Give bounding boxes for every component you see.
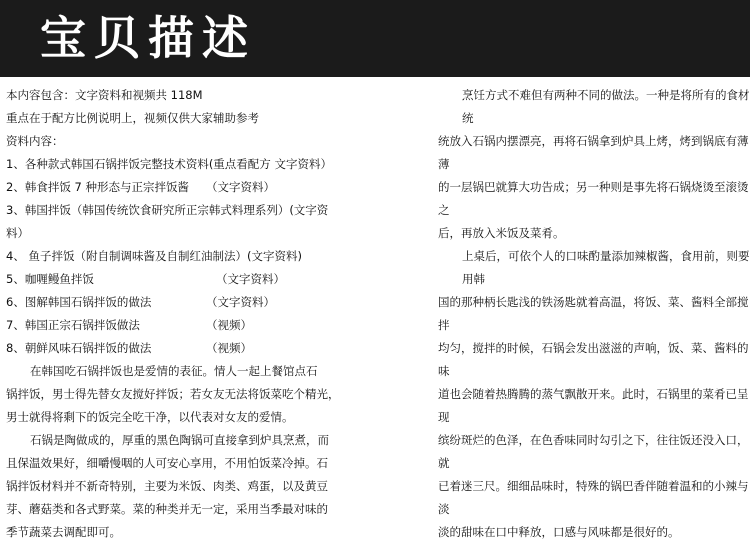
paragraph-line: 已着迷三尺。细细品味时，特殊的锅巴香伴随着温和的小辣与淡 (438, 479, 749, 516)
paragraph-line: 男士就得将剩下的饭完全吃干净，以代表对女友的爱情。 (6, 410, 294, 424)
list-item (6, 314, 346, 337)
list-item-text: 8、朝鲜风味石锅拌饭的做法 (6, 341, 152, 355)
header-banner (0, 0, 750, 77)
list-item-tag: （视频） (206, 318, 252, 332)
paragraph-line: 锅拌饭材料并不新奇特别，主要为米饭、肉类、鸡蛋，以及黄豆 (6, 479, 328, 493)
list-item-text: 7、韩国正宗石锅拌饭做法 (6, 318, 140, 332)
list-item (6, 153, 346, 176)
list-item-tag: （视频） (206, 341, 252, 355)
meta-line: 本内容包含：文字资料和视频共 118M (6, 88, 203, 102)
paragraph-line: 芽、蘑菇类和各式野菜。菜的种类并无一定，采用当季最对味的 (6, 502, 328, 516)
list-item (6, 245, 346, 268)
list-item-text: 3、韩国拌饭（韩国传统饮食研究所正宗韩式料理系列）(文字资 (6, 203, 329, 217)
paragraph (438, 245, 750, 544)
right-column (438, 84, 750, 544)
list-item-tag: （文字资料） (206, 295, 275, 309)
list-item-text: 料） (6, 226, 29, 240)
paragraph (6, 360, 346, 429)
list-item-tag: （文字资料） (206, 180, 275, 194)
list-item (6, 199, 346, 222)
meta-line: 重点在于配方比例说明上，视频仅供大家辅助参考 (6, 111, 259, 125)
paragraph-line: 上桌后，可依个人的口味酌量添加辣椒酱，食用前，则要用韩 (462, 249, 750, 286)
paragraph-line: 道也会随着热腾腾的蒸气飘散开来。此时，石锅里的菜肴已呈现 (438, 387, 749, 424)
paragraph-line: 均匀，搅拌的时候，石锅会发出滋滋的声响，饭、菜、酱料的味 (438, 341, 749, 378)
paragraph-line: 在韩国吃石锅拌饭也是爱情的表征。情人一起上餐馆点石 (30, 364, 318, 378)
paragraph-line: 的一层锅巴就算大功告成；另一种则是事先将石锅烧烫至滚烫之 (438, 180, 749, 217)
list-item (6, 176, 346, 199)
paragraph-line: 石锅是陶做成的，厚重的黑色陶锅可直接拿到炉具烹煮，而 (30, 433, 329, 447)
paragraph-line: 国的那种柄长匙浅的铁汤匙就着高温，将饭、菜、酱料全部搅拌 (438, 295, 749, 332)
list-item (6, 222, 346, 245)
left-column (6, 84, 346, 544)
paragraph (438, 84, 750, 245)
list-item-text: 2、韩食拌饭 7 种形态与正宗拌饭酱 (6, 180, 189, 194)
page-title: 宝贝描述 (40, 11, 256, 65)
list-item-text: 6、图解韩国石锅拌饭的做法 (6, 295, 152, 309)
list-item-text: 4、 鱼子拌饭（附自制调味酱及自制红油制法）(文字资料) (6, 249, 302, 263)
list-item-tag: （文字资料） (216, 272, 285, 286)
paragraph-line: 缤纷斑烂的色泽，在色香味同时勾引之下，往往饭还没入口，就 (438, 433, 749, 470)
list-item (6, 291, 346, 314)
list-item-text: 5、咖喱鳗鱼拌饭 (6, 272, 94, 286)
paragraph-line: 季节蔬菜去调配即可。 (6, 525, 121, 539)
paragraph-line: 后，再放入米饭及菜肴。 (438, 226, 565, 240)
list-item (6, 268, 346, 291)
paragraph-line: 淡的甜味在口中释放，口感与风味都是很好的。 (438, 525, 680, 539)
meta-line: 资料内容： (6, 134, 64, 148)
paragraph-line: 统放入石锅内摆漂亮，再将石锅拿到炉具上烤，烤到锅底有薄薄 (438, 134, 749, 171)
paragraph-line: 且保温效果好，细嚼慢咽的人可安心享用，不用怕饭菜冷掉。石 (6, 456, 328, 470)
paragraph (6, 429, 346, 544)
paragraph-line: 烹饪方式不难但有两种不同的做法。一种是将所有的食材统 (462, 88, 750, 125)
list-item (6, 337, 346, 360)
list-item-text: 1、各种款式韩国石锅拌饭完整技术资料(重点看配方 文字资料） (6, 157, 332, 171)
paragraph-line: 锅拌饭，男士得先替女友搅好拌饭；若女友无法将饭菜吃个精光， (6, 387, 340, 401)
